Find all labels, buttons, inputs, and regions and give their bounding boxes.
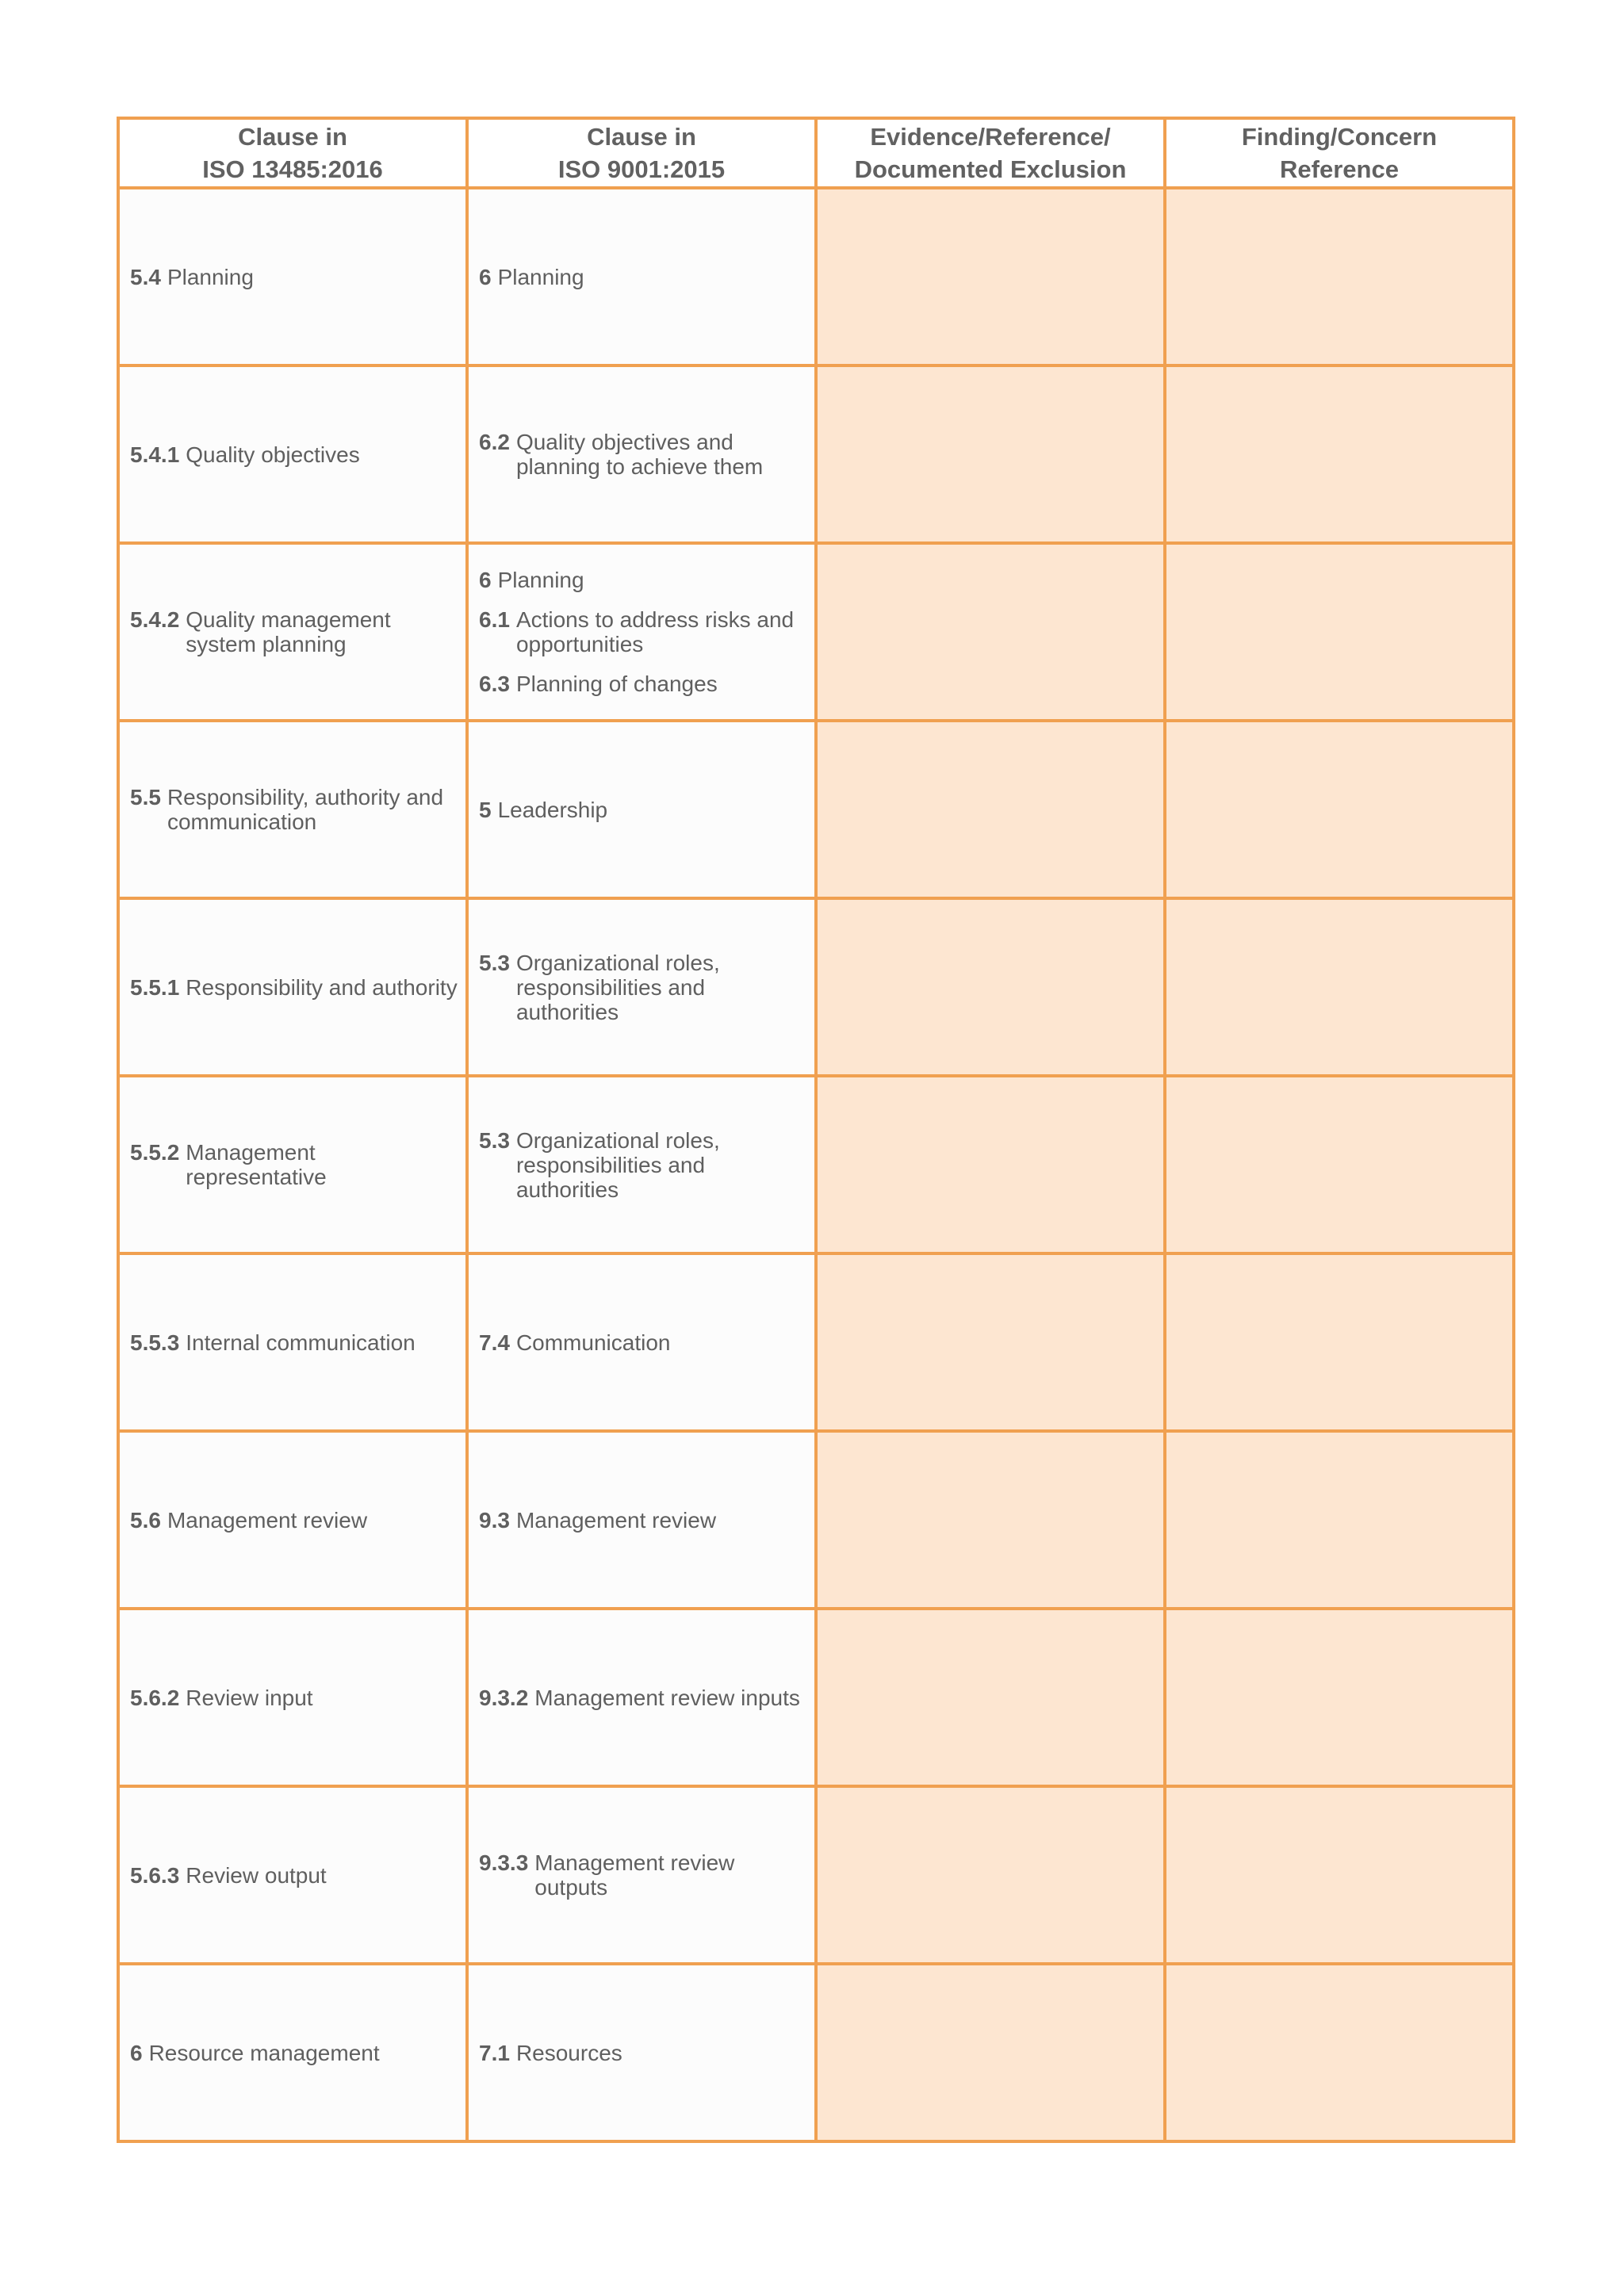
clause-entry [479, 1128, 808, 1202]
clause-entry [479, 265, 808, 289]
clause-number: 5.6.3 [130, 1862, 180, 1888]
clause-title: Review output [186, 1862, 327, 1888]
clause-entry [130, 1863, 459, 1888]
clause-entry [479, 951, 808, 1024]
iso13485-clause-cell [118, 188, 467, 365]
clause-entry [479, 607, 808, 656]
iso13485-clause-cell [118, 365, 467, 543]
clause-number: 5.5.2 [130, 1140, 180, 1165]
header-finding: Finding/Concern Reference [1165, 118, 1514, 188]
clause-crossref-table [117, 117, 1515, 2143]
table-row [118, 721, 1514, 898]
evidence-input-cell[interactable] [816, 1786, 1165, 1964]
clause-number: 9.3.3 [479, 1850, 529, 1875]
iso9001-clause-cell [467, 1786, 816, 1964]
clause-title: Management review [167, 1507, 368, 1533]
iso9001-clause-cell [467, 1431, 816, 1609]
clause-entry [130, 1330, 459, 1355]
clause-title: Organizational roles, responsibilities and authorities [515, 950, 720, 1024]
clause-title: Leadership [497, 797, 608, 822]
table-row [118, 1431, 1514, 1609]
clause-title: Actions to address risks and opportunities [515, 607, 795, 656]
clause-number: 6.1 [479, 607, 510, 632]
table-row [118, 1609, 1514, 1786]
clause-title: Management review inputs [534, 1685, 800, 1710]
clause-entry [130, 265, 459, 289]
clause-entry [479, 1686, 808, 1710]
table-row [118, 543, 1514, 721]
clause-number: 5.5.1 [130, 974, 180, 1000]
evidence-input-cell[interactable] [816, 1076, 1165, 1253]
clause-title: Quality management system planning [186, 607, 391, 656]
iso9001-clause-cell [467, 365, 816, 543]
clause-number: 9.3 [479, 1507, 510, 1533]
evidence-input-cell[interactable] [816, 543, 1165, 721]
clause-number: 6.2 [479, 430, 510, 454]
clause-number: 5.4.1 [130, 442, 180, 467]
finding-input-cell[interactable] [1165, 721, 1514, 898]
clause-title: Management review [515, 1507, 717, 1533]
iso13485-clause-cell [118, 1786, 467, 1964]
clause-entry [130, 607, 459, 656]
clause-entry [479, 568, 808, 592]
finding-input-cell[interactable] [1165, 1609, 1514, 1786]
iso13485-clause-cell [118, 721, 467, 898]
table-row [118, 365, 1514, 543]
clause-number: 5.4.2 [130, 607, 180, 632]
table-row [118, 1076, 1514, 1253]
clause-title: Quality objectives and planning to achieve them [515, 430, 764, 479]
clause-number: 5.4 [130, 264, 161, 289]
evidence-input-cell[interactable] [816, 365, 1165, 543]
clause-number: 6 [479, 568, 492, 592]
clause-entry [130, 442, 459, 467]
clause-number: 5.3 [479, 950, 510, 975]
clause-entry [130, 975, 459, 1000]
iso13485-clause-cell [118, 543, 467, 721]
iso13485-clause-cell [118, 1253, 467, 1431]
evidence-input-cell[interactable] [816, 898, 1165, 1076]
clause-entry [130, 1686, 459, 1710]
clause-title: Resource management [148, 2040, 380, 2065]
clause-number: 6 [479, 264, 492, 289]
iso9001-clause-cell [467, 1609, 816, 1786]
clause-entry [130, 785, 459, 834]
iso13485-clause-cell [118, 1076, 467, 1253]
iso9001-clause-cell [467, 543, 816, 721]
iso13485-clause-cell [118, 898, 467, 1076]
clause-number: 5.5.3 [130, 1330, 180, 1355]
header-row [118, 118, 1514, 188]
clause-number: 7.1 [479, 2040, 510, 2065]
clause-entry [479, 430, 808, 479]
finding-input-cell[interactable] [1165, 1253, 1514, 1431]
clause-title: Planning [497, 264, 584, 289]
finding-input-cell[interactable] [1165, 1431, 1514, 1609]
clause-entry [130, 2041, 459, 2065]
evidence-input-cell[interactable] [816, 1253, 1165, 1431]
clause-title: Quality objectives [186, 442, 360, 467]
clause-entry [479, 798, 808, 822]
clause-entry [479, 1330, 808, 1355]
table-row [118, 1964, 1514, 2141]
iso9001-clause-cell [467, 721, 816, 898]
clause-title: Management review outputs [534, 1850, 735, 1900]
clause-title: Management representative [186, 1140, 327, 1189]
clause-title: Resources [515, 2040, 622, 2065]
finding-input-cell[interactable] [1165, 188, 1514, 365]
iso9001-clause-cell [467, 1076, 816, 1253]
finding-input-cell[interactable] [1165, 543, 1514, 721]
clause-entry [479, 1508, 808, 1533]
finding-input-cell[interactable] [1165, 365, 1514, 543]
finding-input-cell[interactable] [1165, 898, 1514, 1076]
table-row [118, 188, 1514, 365]
table-row [118, 1253, 1514, 1431]
finding-input-cell[interactable] [1165, 1786, 1514, 1964]
clause-number: 5.6.2 [130, 1685, 180, 1710]
clause-number: 6.3 [479, 672, 510, 696]
clause-title: Responsibility and authority [186, 974, 458, 1000]
iso9001-clause-cell [467, 1964, 816, 2141]
clause-entry [479, 1850, 808, 1900]
clause-title: Planning [497, 568, 584, 592]
clause-title: Review input [186, 1685, 313, 1710]
iso13485-clause-cell [118, 1609, 467, 1786]
clause-entry [479, 672, 808, 696]
finding-input-cell[interactable] [1165, 1964, 1514, 2141]
clause-number: 9.3.2 [479, 1685, 529, 1710]
header-iso9001: Clause in ISO 9001:2015 [467, 118, 816, 188]
clause-title: Planning [167, 264, 254, 289]
iso13485-clause-cell [118, 1964, 467, 2141]
clause-title: Organizational roles, responsibilities and authorities [515, 1127, 720, 1202]
clause-title: Internal communication [186, 1330, 416, 1355]
clause-number: 5 [479, 797, 492, 822]
clause-number: 6 [130, 2040, 143, 2065]
clause-title: Communication [515, 1330, 671, 1355]
iso13485-clause-cell [118, 1431, 467, 1609]
evidence-input-cell[interactable] [816, 1964, 1165, 2141]
clause-title: Planning of changes [515, 672, 718, 696]
clause-number: 5.6 [130, 1507, 161, 1533]
iso9001-clause-cell [467, 1253, 816, 1431]
iso9001-clause-cell [467, 898, 816, 1076]
evidence-input-cell[interactable] [816, 188, 1165, 365]
evidence-input-cell[interactable] [816, 721, 1165, 898]
header-iso13485: Clause in ISO 13485:2016 [118, 118, 467, 188]
clause-number: 5.3 [479, 1127, 510, 1153]
clause-entry [479, 2041, 808, 2065]
clause-number: 7.4 [479, 1330, 510, 1355]
clause-number: 5.5 [130, 785, 161, 809]
table-row [118, 898, 1514, 1076]
evidence-input-cell[interactable] [816, 1431, 1165, 1609]
header-evidence: Evidence/Reference/ Documented Exclusion [816, 118, 1165, 188]
clause-entry [130, 1508, 459, 1533]
clause-entry [130, 1140, 459, 1189]
iso9001-clause-cell [467, 188, 816, 365]
finding-input-cell[interactable] [1165, 1076, 1514, 1253]
table-row [118, 1786, 1514, 1964]
evidence-input-cell[interactable] [816, 1609, 1165, 1786]
clause-title: Responsibility, authority and communication [167, 785, 444, 834]
